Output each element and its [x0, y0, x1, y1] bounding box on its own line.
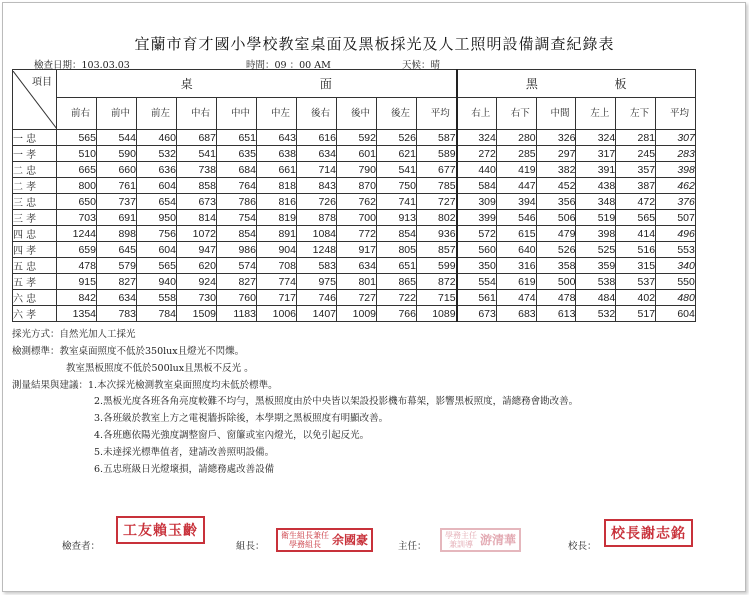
board-column-header [576, 98, 616, 130]
desk-value-cell: 565 [137, 258, 177, 274]
board-column-header [496, 98, 536, 130]
desk-value-cell: 746 [297, 290, 337, 306]
desk-average-cell: 715 [417, 290, 457, 306]
desk-value-cell: 1183 [217, 306, 257, 322]
desk-value-cell: 805 [377, 242, 417, 258]
table-row [13, 162, 696, 178]
leader-stamp-title-1: 衛生組長兼任 [281, 531, 329, 540]
desk-column-label: 中中 [231, 107, 251, 119]
board-value-cell: 316 [496, 258, 536, 274]
board-value-cell: 516 [616, 242, 656, 258]
class-label: 三 孝 [13, 210, 57, 226]
board-value-cell: 615 [496, 226, 536, 242]
desk-value-cell: 764 [217, 178, 257, 194]
desk-column-label: 平均 [430, 107, 450, 119]
desk-column-label: 後右 [311, 107, 331, 119]
desk-value-cell: 635 [217, 146, 257, 162]
standard-desk: 檢測標準：教室桌面照度不低於350lux且燈光不閃爍。 [12, 346, 245, 357]
desk-value-cell: 790 [337, 162, 377, 178]
desk-column-label: 後中 [351, 107, 371, 119]
board-value-cell: 572 [457, 226, 497, 242]
finding-4: 4.各班應依陽光強度調整窗戶、窗簾或室內燈光，以免引起反光。 [94, 430, 370, 441]
board-value-cell: 478 [536, 290, 576, 306]
desk-column-header [137, 98, 177, 130]
desk-value-cell: 854 [377, 226, 417, 242]
board-value-cell: 640 [496, 242, 536, 258]
lighting-method: 採光方式：自然光加人工採光 [12, 329, 136, 340]
board-value-cell: 440 [457, 162, 497, 178]
desk-value-cell: 1354 [57, 306, 97, 322]
board-value-cell: 357 [616, 162, 656, 178]
board-value-cell: 309 [457, 194, 497, 210]
desk-value-cell: 478 [57, 258, 97, 274]
board-value-cell: 613 [536, 306, 576, 322]
table-row [13, 178, 696, 194]
board-value-cell: 414 [616, 226, 656, 242]
table-row [13, 210, 696, 226]
desk-average-cell: 785 [417, 178, 457, 194]
board-average-cell: 496 [656, 226, 696, 242]
desk-value-cell: 638 [257, 146, 297, 162]
desk-value-cell: 708 [257, 258, 297, 274]
desk-value-cell: 1072 [177, 226, 217, 242]
director-label: 主任： [398, 541, 427, 552]
desk-value-cell: 904 [257, 242, 297, 258]
desk-value-cell: 661 [257, 162, 297, 178]
board-value-cell: 532 [576, 306, 616, 322]
desk-value-cell: 659 [57, 242, 97, 258]
desk-value-cell: 583 [297, 258, 337, 274]
desk-column-header [297, 98, 337, 130]
desk-value-cell: 634 [337, 258, 377, 274]
board-value-cell: 561 [457, 290, 497, 306]
board-column-header [536, 98, 576, 130]
desk-average-cell: 587 [417, 130, 457, 146]
desk-value-cell: 592 [337, 130, 377, 146]
board-value-cell: 281 [616, 130, 656, 146]
desk-value-cell: 727 [337, 290, 377, 306]
desk-value-cell: 865 [377, 274, 417, 290]
weather: 天候：晴 [402, 60, 441, 71]
desk-value-cell: 1009 [337, 306, 377, 322]
desk-value-cell: 870 [337, 178, 377, 194]
desk-value-cell: 636 [137, 162, 177, 178]
finding-5: 5.未達採光標準值者，建請改善照明設備。 [94, 447, 275, 458]
desk-value-cell: 687 [177, 130, 217, 146]
leader-label: 組長： [236, 541, 265, 552]
table-row [13, 194, 696, 210]
desk-average-cell: 857 [417, 242, 457, 258]
finding-6: 6.五忠班級日光燈壞損，請總務處改善設備 [94, 464, 275, 475]
board-value-cell: 315 [616, 258, 656, 274]
desk-value-cell: 842 [57, 290, 97, 306]
desk-value-cell: 590 [97, 146, 137, 162]
board-value-cell: 324 [457, 130, 497, 146]
board-group-header [457, 70, 696, 98]
class-label: 一 忠 [13, 130, 57, 146]
desk-column-label: 前左 [151, 107, 171, 119]
inspection-date: 檢查日期：103.03.03 [34, 60, 130, 71]
table-body [13, 130, 696, 322]
desk-value-cell: 741 [377, 194, 417, 210]
board-value-cell: 297 [536, 146, 576, 162]
desk-column-header [337, 98, 377, 130]
board-value-cell: 554 [457, 274, 497, 290]
board-column-label: 左下 [630, 107, 650, 119]
board-group-char-2: 板 [614, 77, 627, 91]
desk-value-cell: 726 [297, 194, 337, 210]
board-column-header [457, 98, 497, 130]
board-average-cell: 376 [656, 194, 696, 210]
finding-2: 2.黑板光度各班各角亮度較難不均勻，黑板照度由於中央皆以架設投影機布幕架，影響黑板照度，請總務會勘改善。 [94, 396, 579, 407]
board-value-cell: 438 [576, 178, 616, 194]
desk-value-cell: 986 [217, 242, 257, 258]
desk-value-cell: 761 [97, 178, 137, 194]
board-average-cell: 283 [656, 146, 696, 162]
principal-stamp: 校長謝志銘 [604, 519, 693, 547]
desk-value-cell: 891 [257, 226, 297, 242]
board-value-cell: 399 [457, 210, 497, 226]
desk-value-cell: 827 [97, 274, 137, 290]
desk-value-cell: 1509 [177, 306, 217, 322]
desk-column-label: 中左 [271, 107, 291, 119]
board-value-cell: 500 [536, 274, 576, 290]
board-value-cell: 402 [616, 290, 656, 306]
desk-average-cell: 589 [417, 146, 457, 162]
board-value-cell: 584 [457, 178, 497, 194]
desk-value-cell: 774 [257, 274, 297, 290]
desk-value-cell: 621 [377, 146, 417, 162]
class-label: 六 忠 [13, 290, 57, 306]
board-value-cell: 317 [576, 146, 616, 162]
desk-value-cell: 665 [57, 162, 97, 178]
leader-stamp [276, 528, 373, 552]
board-value-cell: 272 [457, 146, 497, 162]
leader-stamp-title-2: 學務組長 [289, 540, 321, 549]
document-title: 宜蘭市育才國小學校教室桌面及黑板採光及人工照明設備調查紀錄表 [134, 35, 615, 53]
group-header-row [13, 70, 696, 98]
board-value-cell: 391 [576, 162, 616, 178]
desk-value-cell: 1244 [57, 226, 97, 242]
desk-value-cell: 737 [97, 194, 137, 210]
board-value-cell: 382 [536, 162, 576, 178]
desk-average-cell: 1089 [417, 306, 457, 322]
board-average-cell: 480 [656, 290, 696, 306]
desk-value-cell: 565 [57, 130, 97, 146]
principal-label: 校長： [568, 541, 597, 552]
desk-value-cell: 1248 [297, 242, 337, 258]
leader-stamp-name: 余國豪 [332, 532, 369, 547]
board-value-cell: 419 [496, 162, 536, 178]
board-value-cell: 452 [536, 178, 576, 194]
board-value-cell: 358 [536, 258, 576, 274]
table-row [13, 306, 696, 322]
desk-value-cell: 650 [57, 194, 97, 210]
desk-value-cell: 616 [297, 130, 337, 146]
desk-value-cell: 814 [177, 210, 217, 226]
class-label: 五 孝 [13, 274, 57, 290]
desk-average-cell: 677 [417, 162, 457, 178]
desk-group-header [57, 70, 457, 98]
finding-3: 3.各班級於教室上方之電視牆拆除後，本學期之黑板照度有明顯改善。 [94, 413, 389, 424]
desk-average-cell: 802 [417, 210, 457, 226]
desk-value-cell: 786 [217, 194, 257, 210]
desk-value-cell: 714 [297, 162, 337, 178]
desk-column-header [417, 98, 457, 130]
desk-value-cell: 915 [57, 274, 97, 290]
desk-value-cell: 717 [257, 290, 297, 306]
board-column-label: 中間 [550, 107, 570, 119]
desk-value-cell: 654 [137, 194, 177, 210]
desk-value-cell: 854 [217, 226, 257, 242]
board-group-char-1: 黑 [525, 77, 538, 91]
desk-value-cell: 819 [257, 210, 297, 226]
table-row [13, 290, 696, 306]
board-average-cell: 553 [656, 242, 696, 258]
board-value-cell: 387 [616, 178, 656, 194]
desk-value-cell: 601 [337, 146, 377, 162]
desk-value-cell: 818 [257, 178, 297, 194]
desk-value-cell: 1407 [297, 306, 337, 322]
board-average-cell: 340 [656, 258, 696, 274]
desk-value-cell: 645 [97, 242, 137, 258]
desk-value-cell: 510 [57, 146, 97, 162]
board-value-cell: 285 [496, 146, 536, 162]
desk-value-cell: 526 [377, 130, 417, 146]
desk-value-cell: 722 [377, 290, 417, 306]
board-column-header [656, 98, 696, 130]
desk-group-char-2: 面 [319, 77, 332, 91]
board-column-header [616, 98, 656, 130]
director-stamp-title-1: 學務主任 [445, 531, 477, 540]
desk-value-cell: 760 [217, 290, 257, 306]
sub-header-row [13, 98, 696, 130]
desk-column-label: 前中 [111, 107, 131, 119]
corner-label: 項目 [32, 76, 52, 88]
table-row [13, 130, 696, 146]
desk-value-cell: 673 [177, 194, 217, 210]
board-column-label: 平均 [669, 107, 689, 119]
desk-value-cell: 784 [137, 306, 177, 322]
desk-value-cell: 827 [217, 274, 257, 290]
table-row [13, 258, 696, 274]
board-value-cell: 394 [496, 194, 536, 210]
inspector-label: 檢查者： [62, 541, 101, 552]
desk-value-cell: 684 [217, 162, 257, 178]
desk-value-cell: 940 [137, 274, 177, 290]
board-value-cell: 348 [576, 194, 616, 210]
desk-value-cell: 1006 [257, 306, 297, 322]
board-value-cell: 546 [496, 210, 536, 226]
desk-value-cell: 772 [337, 226, 377, 242]
desk-average-cell: 727 [417, 194, 457, 210]
finding-1: 測量結果與建議：1.本次採光檢測教室桌面照度均未低於標準。 [12, 380, 278, 391]
desk-value-cell: 898 [97, 226, 137, 242]
desk-value-cell: 858 [177, 178, 217, 194]
desk-column-label: 中右 [191, 107, 211, 119]
desk-value-cell: 750 [377, 178, 417, 194]
desk-value-cell: 544 [97, 130, 137, 146]
board-value-cell: 519 [576, 210, 616, 226]
board-value-cell: 538 [576, 274, 616, 290]
desk-value-cell: 913 [377, 210, 417, 226]
board-value-cell: 537 [616, 274, 656, 290]
board-average-cell: 604 [656, 306, 696, 322]
corner-header [13, 70, 57, 130]
desk-value-cell: 634 [297, 146, 337, 162]
desk-value-cell: 634 [97, 290, 137, 306]
desk-value-cell: 1084 [297, 226, 337, 242]
board-average-cell: 307 [656, 130, 696, 146]
board-value-cell: 517 [616, 306, 656, 322]
board-value-cell: 280 [496, 130, 536, 146]
board-value-cell: 506 [536, 210, 576, 226]
desk-value-cell: 762 [337, 194, 377, 210]
desk-column-label: 前右 [71, 107, 91, 119]
desk-value-cell: 541 [177, 146, 217, 162]
desk-value-cell: 766 [377, 306, 417, 322]
desk-value-cell: 460 [137, 130, 177, 146]
table-row [13, 226, 696, 242]
board-value-cell: 245 [616, 146, 656, 162]
desk-value-cell: 532 [137, 146, 177, 162]
desk-value-cell: 703 [57, 210, 97, 226]
board-average-cell: 462 [656, 178, 696, 194]
class-label: 二 孝 [13, 178, 57, 194]
class-label: 一 孝 [13, 146, 57, 162]
desk-value-cell: 800 [57, 178, 97, 194]
desk-value-cell: 947 [177, 242, 217, 258]
desk-value-cell: 558 [137, 290, 177, 306]
board-value-cell: 474 [496, 290, 536, 306]
desk-value-cell: 574 [217, 258, 257, 274]
desk-average-cell: 599 [417, 258, 457, 274]
desk-value-cell: 579 [97, 258, 137, 274]
desk-value-cell: 917 [337, 242, 377, 258]
desk-value-cell: 541 [377, 162, 417, 178]
desk-value-cell: 756 [137, 226, 177, 242]
desk-value-cell: 738 [177, 162, 217, 178]
desk-value-cell: 754 [217, 210, 257, 226]
desk-column-header [217, 98, 257, 130]
desk-column-header [57, 98, 97, 130]
board-value-cell: 356 [536, 194, 576, 210]
inspection-time: 時間：09 ：00 AM [246, 60, 331, 71]
table-row [13, 274, 696, 290]
desk-value-cell: 643 [257, 130, 297, 146]
board-value-cell: 683 [496, 306, 536, 322]
desk-value-cell: 801 [337, 274, 377, 290]
class-label: 二 忠 [13, 162, 57, 178]
desk-column-header [97, 98, 137, 130]
desk-average-cell: 872 [417, 274, 457, 290]
board-average-cell: 398 [656, 162, 696, 178]
desk-column-header [377, 98, 417, 130]
board-column-label: 右下 [510, 107, 530, 119]
board-value-cell: 525 [576, 242, 616, 258]
desk-value-cell: 651 [377, 258, 417, 274]
board-value-cell: 560 [457, 242, 497, 258]
board-value-cell: 565 [616, 210, 656, 226]
desk-value-cell: 843 [297, 178, 337, 194]
class-label: 三 忠 [13, 194, 57, 210]
table-row [13, 146, 696, 162]
desk-value-cell: 878 [297, 210, 337, 226]
board-average-cell: 507 [656, 210, 696, 226]
class-label: 六 孝 [13, 306, 57, 322]
board-column-label: 左上 [590, 107, 610, 119]
board-value-cell: 398 [576, 226, 616, 242]
class-label: 四 孝 [13, 242, 57, 258]
board-value-cell: 673 [457, 306, 497, 322]
board-column-label: 右上 [471, 107, 491, 119]
board-value-cell: 447 [496, 178, 536, 194]
table-row [13, 242, 696, 258]
desk-column-header [257, 98, 297, 130]
desk-value-cell: 816 [257, 194, 297, 210]
desk-value-cell: 924 [177, 274, 217, 290]
board-value-cell: 472 [616, 194, 656, 210]
desk-value-cell: 783 [97, 306, 137, 322]
board-average-cell: 550 [656, 274, 696, 290]
director-stamp-name: 游清華 [480, 532, 517, 547]
board-value-cell: 324 [576, 130, 616, 146]
board-value-cell: 359 [576, 258, 616, 274]
desk-value-cell: 975 [297, 274, 337, 290]
class-label: 四 忠 [13, 226, 57, 242]
board-value-cell: 479 [536, 226, 576, 242]
desk-column-label: 後左 [391, 107, 411, 119]
board-value-cell: 326 [536, 130, 576, 146]
desk-value-cell: 730 [177, 290, 217, 306]
board-value-cell: 526 [536, 242, 576, 258]
desk-value-cell: 604 [137, 242, 177, 258]
desk-average-cell: 936 [417, 226, 457, 242]
board-value-cell: 484 [576, 290, 616, 306]
desk-column-header [177, 98, 217, 130]
desk-value-cell: 660 [97, 162, 137, 178]
desk-value-cell: 604 [137, 178, 177, 194]
desk-group-char-1: 桌 [180, 77, 193, 91]
desk-value-cell: 700 [337, 210, 377, 226]
board-value-cell: 350 [457, 258, 497, 274]
inspector-stamp: 工友賴玉齡 [116, 516, 205, 544]
standard-board: 教室黑板照度不低於500lux且黑板不反光 。 [66, 363, 254, 374]
desk-value-cell: 950 [137, 210, 177, 226]
board-value-cell: 619 [496, 274, 536, 290]
desk-value-cell: 620 [177, 258, 217, 274]
desk-value-cell: 691 [97, 210, 137, 226]
illumination-table [12, 69, 696, 322]
desk-value-cell: 651 [217, 130, 257, 146]
director-stamp-title-2: 兼訓導 [449, 540, 473, 549]
director-stamp [440, 528, 521, 552]
class-label: 五 忠 [13, 258, 57, 274]
